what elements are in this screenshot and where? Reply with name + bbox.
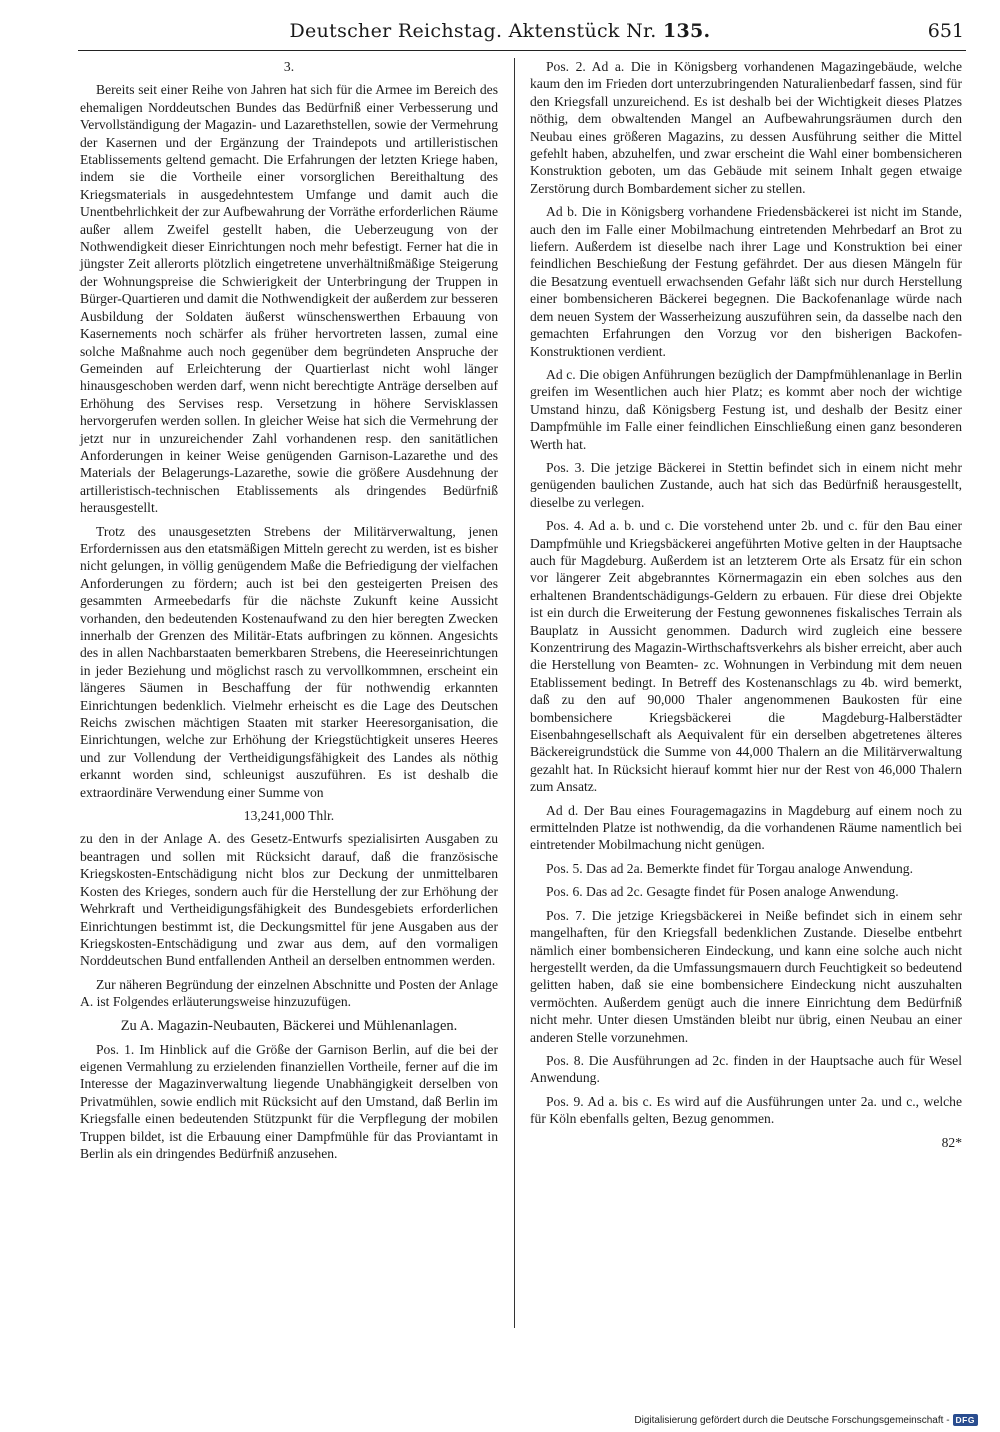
dfg-logo-icon: DFG bbox=[953, 1414, 978, 1426]
right-paragraph: Ad b. Die in Königsberg vorhandene Friedensbäckerei ist nicht im Stande, auch den im Falle einer Mobilmachung eintretenden Mehrbedarf an Brot zu liefern. Außerdem ist dieselbe nach ihrer Lage und Konstruktion bei einer feindlichen Beschießung der Festung gefährdet. Der aus diesen Mängeln für die Besatzung eventuell erwachsenden Gefahr läßt sich nur durch Herstellung einer bombensicheren Bäckerei begegnen. Die Backofenanlage würde nach dem neuen System der Wasserheizung auszuführen sein, da dasselbe nach den gemachten Erfahrungen den Vorzug vor den bisherigen Backofen-Konstruktionen verdient. bbox=[530, 204, 962, 359]
header-title-prefix: Deutscher Reichstag. Aktenstück Nr. bbox=[289, 20, 657, 42]
digitization-footer bbox=[634, 1414, 978, 1426]
right-paragraph: Ad c. Die obigen Anführungen bezüglich der Dampfmühlenanlage in Berlin greifen im Wesentlichen auch hier Platz; es kommt aber noch der wichtige Umstand hinzu, daß Königsberg Festung ist, und deshalb der Besitz einer Dampfmühle im Falle einer feindlichen Einschließung einen ganz besonderen Werth hat. bbox=[530, 366, 962, 452]
column-divider bbox=[514, 58, 515, 1328]
section-number: 3. bbox=[283, 59, 295, 74]
left-paragraph: Trotz des unausgesetzten Strebens der Militärverwaltung, jenen Erfordernissen aus den etatsmäßigen Mitteln gerecht zu werden, ist es bisher nicht gelungen, in völlig genügendem Maße die Befriedigung der vielfachen Anforderungen zu fördern; auch ist bei den gesteigerten Preisen des gesammten Armeebedarfs für die nächste Zukunft keine Aussicht vorhanden, den bedeutenden Kostenaufwand zu den hier beregten Zwecken innerhalb der Grenzen des Militär-Etats aufbringen zu können. Angesichts des in allen Nachbarstaaten bemerkbaren Strebens, die Heereseinrichtungen in jeder Beziehung und möglichst rasch zu vervollkommnen, erscheint ein längeres Säumen in Beschaffung der für nothwendig erkannten Einrichtungen bedenklich. Vielmehr erheischt es die Lage des Deutschen Reichs zwischen mächtigen Staaten mit starker Heeresorganisation, die Einrichtungen, welche zur Erhöhung der Kriegstüchtigkeit unseres Heeres und zur Vollendung der Vertheidigungsfähigkeit des Landes als nöthig erkannt worden sind, schleunigst auszuführen. Es ist deshalb die extraordinäre Verwendung einer Summe von bbox=[80, 523, 498, 800]
page-number: 651 bbox=[927, 20, 964, 42]
right-paragraph: Pos. 2. Ad a. Die in Königsberg vorhandenen Magazingebäude, welche kaum den im Frieden dort unterzubringenden Naturalienbedarf fassen, sind für den Kriegsfall unzureichend. Es ist deshalb bei der Wichtigkeit dieses Platzes nöthig, dem obwaltenden Mangel an Aufbewahrungsräumen durch den Neubau eines größeren Magazins, zu dessen Ausführung seither die Mittel gefehlt haben, abzuhelfen, und zwar erscheint die Wahl einer bombensicheren Konstruktion geboten, um das Gebäude mit seinem Inhalt gegen etwaige Zerstörung durch Bombardement sicher zu stellen. bbox=[530, 59, 962, 196]
page-header bbox=[0, 14, 1000, 50]
right-paragraph: Pos. 4. Ad a. b. und c. Die vorstehend unter 2b. und c. für den Bau einer Dampfmühle und Kriegsbäckerei angeführten Motive gelten in der Hauptsache auch für Magdeburg. Außerdem ist an letzterem Orte als Ersatz für ein schon vor längerer Zeit abgebranntes Körnermagazin ein eben solches aus den erhaltenen Brandentschädigungs-Geldern zu erbauen. Für diese drei Objekte ist ein durch die Erweiterung der Festung gewonnenes fiskalisches Terrain als Bauplatz in Aussicht genommen. Dadurch wird zugleich eine bessere Konzentrirung des Magazin-Wirthschaftsverkehrs als bisher erreicht, aber auch die Herstellung von Beamten- zc. Wohnungen in Verbindung mit dem neuen Etablissement bedingt. In Betreff des Kostenanschlags zu 4b. wird bemerkt, daß zu den auf 90,000 Thaler angenommenen Baukosten für eine bombensichere Kriegsbäckerei die Magdeburg-Halberstädter Eisenbahngesellschaft als Aequivalent für ein derselben abgetretenes älteres Bäckereigrundstück die Summe von 44,000 Thalern an die Militärverwaltung gezahlt hat. In Rücksicht hierauf kommt hier nur der Rest von 46,000 Thalern zum Ansatz. bbox=[530, 518, 962, 795]
subheading: Zu A. Magazin-Neubauten, Bäckerei und Mühlenanlagen. bbox=[120, 1017, 458, 1034]
header-doc-number: 135. bbox=[663, 20, 711, 42]
sum-line: 13,241,000 Thlr. bbox=[243, 808, 335, 824]
header-rule bbox=[78, 50, 966, 51]
left-paragraph: Pos. 1. Im Hinblick auf die Größe der Garnison Berlin, auf die bei der eigenen Vermahlung zu erzielenden finanziellen Vortheile, ferner auf die im Interesse der Magazinverwaltung liegende Unabhängigkeit derselben von Privatmühlen, sowie endlich mit Rücksicht auf den Umstand, daß Berlin im Kriegsfalle einen bedeutenden Stützpunkt für die Verpflegung der mobilen Truppen bildet, ist die Erbauung einer Dampfmühle für das Proviantamt in Berlin als ein dringendes Bedürfniß anzusehen. bbox=[80, 1041, 498, 1161]
right-paragraph: Pos. 7. Die jetzige Kriegsbäckerei in Neiße befindet sich in einem sehr mangelhaften, für den Kriegsfall bedenklichen Zustande. Dieselbe entbehrt nämlich einer bombensicheren Eindeckung, und kann eine solche auch nicht hergestellt werden, da die Umfassungsmauern durch Feuchtigkeit so bedeutend gelitten haben, daß sie eine bombensichere Eindeckung nicht auszuhalten vermöchten. Außerdem genügt auch die innere Einrichtung dem Bedürfniß nicht mehr. Unter diesen Umständen bleibt nur übrig, einen Neubau an einer anderen Stelle vorzunehmen. bbox=[530, 907, 962, 1045]
sheet-signature: 82* bbox=[941, 1134, 962, 1150]
right-column bbox=[530, 58, 962, 1157]
right-paragraph: Pos. 9. Ad a. bis c. Es wird auf die Ausführungen unter 2a. und c., welche für Köln ebenfalls gelten, Bezug genommen. bbox=[530, 1093, 962, 1127]
left-paragraph: Zur näheren Begründung der einzelnen Abschnitte und Posten der Anlage A. ist Folgendes erläuterungsweise hinzuzufügen. bbox=[80, 976, 498, 1010]
footer-text: Digitalisierung gefördert durch die Deutsche Forschungsgemeinschaft - bbox=[634, 1414, 950, 1426]
right-paragraph: Ad d. Der Bau eines Fouragemagazins in Magdeburg auf einem noch zu ermittelnden Platze ist nothwendig, da die vorhandenen Räume namentlich bei eintretender Mobilmachung nicht genügen. bbox=[530, 802, 962, 853]
left-column bbox=[80, 58, 498, 1168]
header-title bbox=[0, 20, 1000, 42]
right-paragraph: Pos. 6. Das ad 2c. Gesagte findet für Posen analoge Anwendung. bbox=[546, 884, 899, 900]
right-paragraph: Pos. 8. Die Ausführungen ad 2c. finden in der Hauptsache auch für Wesel Anwendung. bbox=[530, 1052, 962, 1086]
right-paragraph: Pos. 5. Das ad 2a. Bemerkte findet für Torgau analoge Anwendung. bbox=[546, 860, 914, 876]
left-paragraph: zu den in der Anlage A. des Gesetz-Entwurfs spezialisirten Ausgaben zu beantragen und sollen mit Rücksicht darauf, daß die französische Kriegskosten-Entschädigung nicht blos zur Deckung der unmittelbaren Kosten des Krieges, sondern auch für die Herstellung der zur Erhöhung der Wehrkraft und Vertheidigungsfähigkeit des Bundesgebiets erforderlichen Einrichtungen bestimmt ist, die Deckungsmittel für jene Ausgaben aus der Kriegskosten-Entschädigung und zwar aus dem, auf den vormaligen Norddeutschen Bund entfallenden Antheil an derselben entnommen werden. bbox=[80, 831, 498, 969]
left-paragraph: Bereits seit einer Reihe von Jahren hat sich für die Armee im Bereich des ehemaligen Norddeutschen Bundes das Bedürfniß einer Verbesserung und Vervollständigung der Magazin- und Lazarethstellen, sowie der Vermehrung der Kasernen und der Ergänzung der Traindepots und artilleristischen Etablissements geltend gemacht. Die Erfahrungen der letzten Kriege haben, indem sie die Vortheile einer vorsorglichen Bereithaltung des Kriegsmaterials in ausgedehntestem Umfange und damit auch die Unentbehrlichkeit der zur Aufbewahrung der Vorräthe erforderlichen Räume außer allem Zweifel gestellt haben, die Ueberzeugung von der Nothwendigkeit dieser Einrichtungen noch mehr befestigt. Ferner hat die in jüngster Zeit allerorts plötzlich eingetretene unverhältnißmäßige Steigerung der Wohnungspreise die Schwierigkeit der Unterbringung der Truppen in Bürger-Quartieren und damit die Nothwendigkeit der außerdem zur besseren Ausbildung der Soldaten äußerst wünschenswerthen Erbauung von Kasernements noch schärfer als früher hervortreten lassen, zumal eine solche Maßnahme auch noch gegenüber dem begründeten Anspruche der Gemeinden auf Erleichterung der Quartierlast nicht wohl länger hinausgeschoben werden darf, wenn nicht berechtigte Anträge derselben auf Erhöhung des Servises resp. Versetzung in höhere Servisklassen hervorgerufen werden sollen. In gleicher Weise hat sich die Vermehrung der jetzt nur in unzureichender Zahl vorhandenen resp. den sanitätlichen Anforderungen in keiner Weise genügenden Garnison-Lazarethe und des Materials der Belagerungs-Lazarethe, sowie die größere Ausdehnung der artilleristisch-technischen Etablissements als dringendes Bedürfniß herausgestellt. bbox=[80, 82, 498, 516]
right-paragraph: Pos. 3. Die jetzige Bäckerei in Stettin befindet sich in einem nicht mehr genügenden baulichen Zustande, auch hat sich das Bedürfniß herausgestellt, dieselbe zu verlegen. bbox=[530, 459, 962, 510]
